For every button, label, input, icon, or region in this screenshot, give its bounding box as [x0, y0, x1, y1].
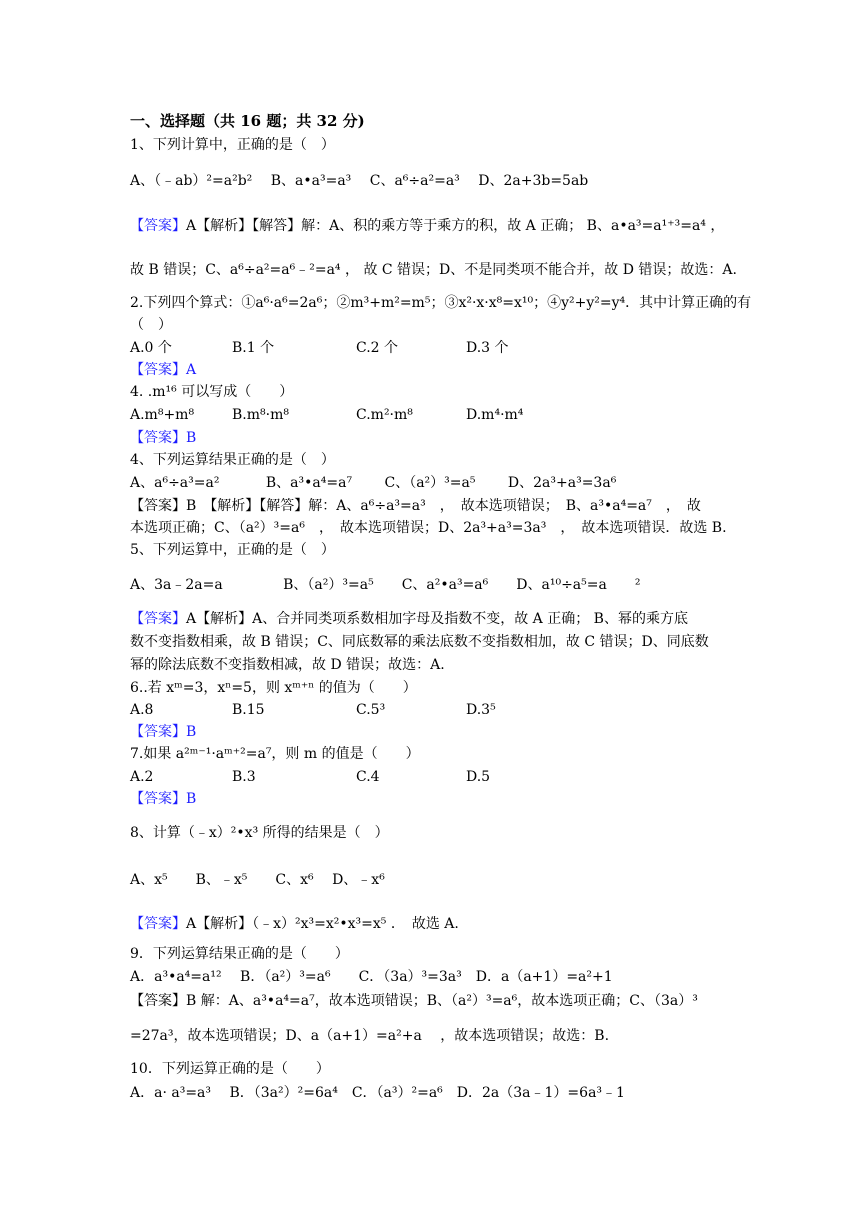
question-1-answer-cont: 故 B 错误；C、a⁶÷a²=a⁶﹣²=a⁴ ， 故 C 错误；D、不是同类项不能合并，故 D 错误；故选：A.	[130, 262, 737, 278]
question-1-options: A、（﹣ab）²=a²b² B、a•a³=a³ C、a⁶÷a²=a³ D、2a+3b=5ab	[130, 173, 589, 189]
question-2-answer: 【答案】A	[130, 362, 197, 378]
option-a: A.8	[130, 702, 154, 718]
option-c: C.4	[356, 769, 380, 785]
option-c: C.5³	[356, 702, 386, 718]
question-8-answer	[130, 915, 740, 933]
question-4b-stem: 4、下列运算结果正确的是（ ）	[130, 452, 335, 468]
question-2-stem: 2.下列四个算式：①a⁶·a⁶=2a⁶；②m³+m²=m⁵；③x²·x·x⁸=x¹⁰；④y²+y²=y⁴．其中计算正确的有	[130, 295, 752, 311]
question-6-stem: 6..若 xᵐ=3，xⁿ=5，则 xᵐ⁺ⁿ 的值为（ ）	[130, 680, 417, 696]
question-5-answer	[130, 610, 740, 628]
question-6-options	[130, 701, 740, 719]
question-5-answer-cont2: 幂的除法底数不变指数相减，故 D 错误；故选：A.	[130, 657, 445, 673]
question-1-answer	[130, 217, 740, 235]
question-9-answer: 【答案】B 解：A、a³•a⁴=a⁷，故本选项错误；B、（a²）³=a⁶，故本选项正确；C、（3a）³	[130, 993, 698, 1009]
question-8-stem: 8、计算（﹣x）²•x³ 所得的结果是（ ）	[130, 825, 389, 841]
question-9-answer-cont: =27a³，故本选项错误；D、a（a+1）=a²+a ，故本选项错误；故选：B.	[130, 1028, 610, 1044]
question-9-options: A．a³•a⁴=a¹² B．（a²）³=a⁶ C．（3a）³=3a³ D．a（a+1）=a²+1	[130, 969, 613, 985]
option-b: B.1 个	[232, 340, 275, 356]
question-10-stem: 10．下列运算正确的是（ ）	[130, 1061, 330, 1077]
answer-label: 【答案】	[130, 611, 186, 627]
option-d: D.3⁵	[466, 702, 496, 718]
answer-text: A【解析】【解答】解：A、积的乘方等于乘方的积，故 A 正确； B、a•a³=a¹⁺³=a⁴ ，	[186, 218, 725, 234]
option-a: A.2	[130, 769, 154, 785]
question-9-stem: 9．下列运算结果正确的是（ ）	[130, 946, 349, 962]
answer-text: A【解析】A、合并同类项系数相加字母及指数不变，故 A 正确； B、幂的乘方底	[186, 611, 688, 627]
question-4b-options: A、a⁶÷a³=a² B、a³•a⁴=a⁷ C、（a²）³=a⁵ D、2a³+a³=3a⁶	[130, 475, 617, 491]
option-b: B.m⁸·m⁸	[232, 407, 289, 423]
question-10-options: A．a· a³=a³ B．（3a²）²=6a⁴ C．（a³）²=a⁶ D．2a（3a﹣1）=6a³﹣1	[130, 1085, 625, 1101]
question-4b-answer-cont: 本选项正确；C、（a²）³=a⁶ ， 故本选项错误；D、2a³+a³=3a³ ， 故本选项错误．故选 B.	[130, 520, 727, 536]
option-c: C.2 个	[356, 340, 399, 356]
answer-label: 【答案】	[130, 916, 186, 932]
answer-label: 【答案】	[130, 218, 186, 234]
question-1-stem: 1、下列计算中，正确的是（ ）	[130, 137, 335, 153]
option-d: D.3 个	[466, 340, 509, 356]
question-4a-stem: 4. .m¹⁶ 可以写成（ ）	[130, 384, 294, 400]
question-7-options	[130, 768, 740, 786]
option-b: B.3	[232, 769, 256, 785]
option-a: A.0 个	[130, 340, 172, 356]
question-6-answer: 【答案】B	[130, 724, 197, 740]
answer-text: A【解析】（﹣x）²x³=x²•x³=x⁵ ． 故选 A.	[186, 916, 459, 932]
question-5-options: A、3a﹣2a=a B、（a²）³=a⁵ C、a²•a³=a⁶ D、a¹⁰÷a⁵=a ²	[130, 577, 641, 593]
question-4b-answer: 【答案】B 【解析】【解答】解：A、a⁶÷a³=a³ ， 故本选项错误； B、a³•a⁴=a⁷ ， 故	[130, 498, 701, 514]
question-2-stem-cont: （ ）	[130, 317, 172, 333]
option-a: A.m⁸+m⁸	[130, 407, 195, 423]
question-5-stem: 5、下列运算中，正确的是（ ）	[130, 542, 335, 558]
question-7-stem: 7.如果 a²ᵐ⁻¹·aᵐ⁺²=a⁷，则 m 的值是（ ）	[130, 746, 420, 762]
question-2-options	[130, 339, 740, 357]
question-4a-options	[130, 406, 740, 424]
question-4a-answer: 【答案】B	[130, 430, 197, 446]
option-c: C.m²·m⁸	[356, 407, 413, 423]
question-5-answer-cont: 数不变指数相乘，故 B 错误；C、同底数幂的乘法底数不变指数相加，故 C 错误；D、同底数	[130, 634, 709, 650]
option-b: B.15	[232, 702, 265, 718]
question-8-options: A、x⁵ B、﹣x⁵ C、x⁶ D、﹣x⁶	[130, 872, 385, 888]
option-d: D.5	[466, 769, 491, 785]
option-d: D.m⁴·m⁴	[466, 407, 524, 423]
section-heading: 一、选择题（共 16 题；共 32 分)	[130, 112, 365, 130]
question-7-answer: 【答案】B	[130, 791, 197, 807]
